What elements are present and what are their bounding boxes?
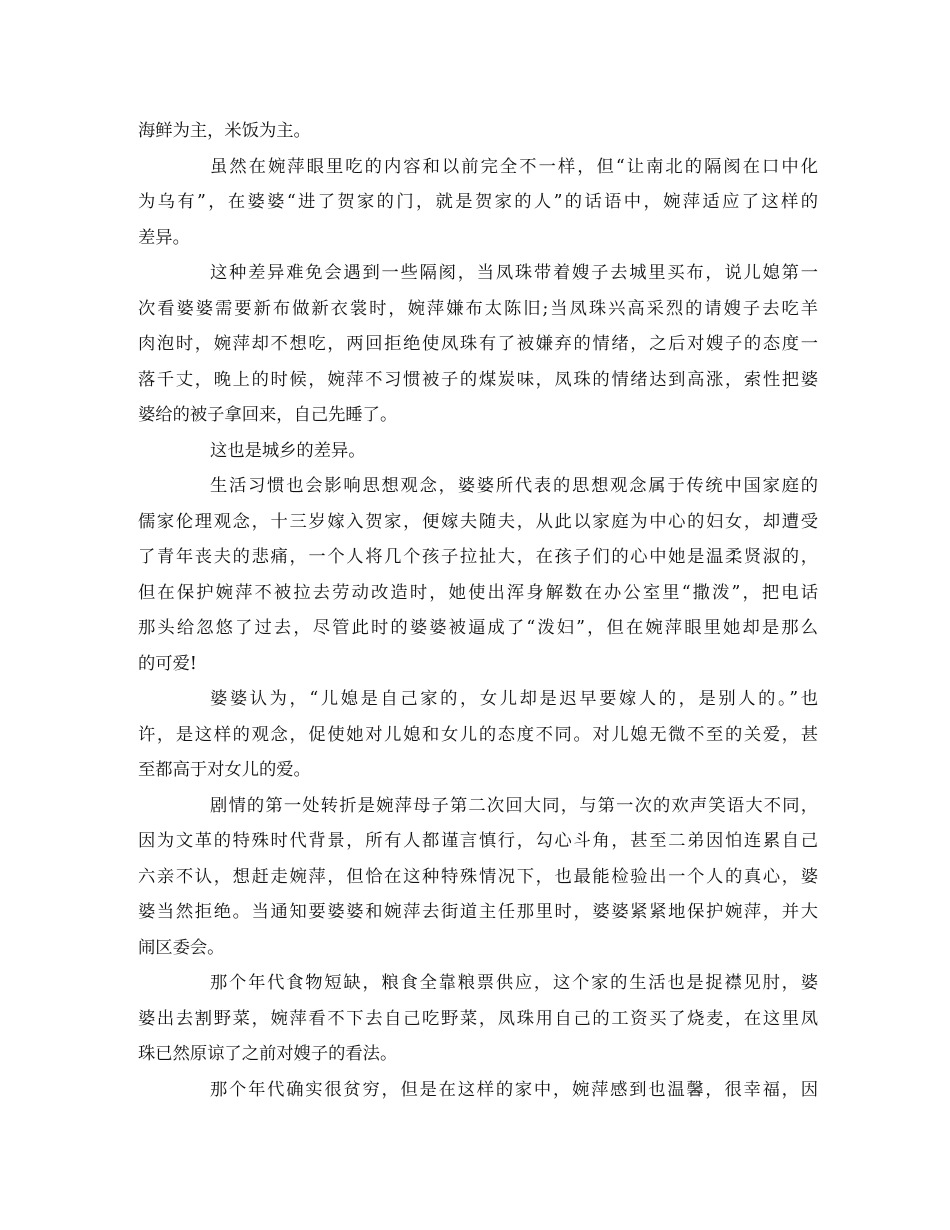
paragraph-first-line: 剧情的第一处转折是婉萍母子第二次回大同，与第一次的欢声笑语大不同，	[210, 795, 818, 816]
paragraph-first-line: 婆婆认为，“儿媳是自己家的，女儿却是迟早要嫁人的，是别人的。”也	[210, 689, 818, 709]
paragraph-line: 儒家伦理观念，十三岁嫁入贺家，便嫁夫随夫，从此以家庭为中心的妇女，却遭受	[138, 511, 818, 532]
paragraph-line: 许，是这样的观念，促使她对儿媳和女儿的态度不同。对儿媳无微不至的关爱，甚	[138, 724, 818, 745]
paragraph-line: 差异。	[138, 227, 190, 248]
paragraph-line: 的可爱!	[138, 653, 197, 674]
paragraph-line: 婆当然拒绝。当通知要婆婆和婉萍去街道主任那里时，婆婆紧紧地保护婉萍，并大	[138, 902, 818, 922]
paragraph-line: 因为文革的特殊时代背景，所有人都谨言慎行，勾心斗角，甚至二弟因怕连累自己	[138, 831, 818, 851]
paragraph-line: 那头给忽悠了过去，尽管此时的婆婆被逼成了“泼妇”，但在婉萍眼里她却是那么	[138, 618, 818, 638]
paragraph-first-line: 这也是城乡的差异。	[210, 440, 366, 461]
paragraph-line: 婆出去割野菜，婉萍看不下去自己吃野菜，凤珠用自己的工资买了烧麦，在这里凤	[138, 1008, 818, 1029]
paragraph-first-line: 这种差异难免会遇到一些隔阂，当凤珠带着嫂子去城里买布，说儿媳第一	[210, 263, 818, 283]
paragraph-line: 但在保护婉萍不被拉去劳动改造时，她使出浑身解数在办公室里“撒泼”，把电话	[138, 582, 818, 603]
paragraph-first-line: 那个年代确实很贫穷，但是在这样的家中，婉萍感到也温馨，很幸福，因	[210, 1079, 818, 1100]
paragraph-line: 婆给的被子拿回来，自己先睡了。	[138, 405, 398, 425]
paragraph-line: 海鲜为主，米饭为主。	[138, 121, 311, 141]
paragraph-first-line: 那个年代食物短缺，粮食全靠粮票供应，这个家的生活也是捉襟见肘，婆	[210, 973, 818, 993]
paragraph-line: 珠已然原谅了之前对嫂子的看法。	[138, 1044, 398, 1064]
paragraph-line: 肉泡时，婉萍却不想吃，两回拒绝使凤珠有了被嫌弃的情绪，之后对嫂子的态度一	[138, 334, 818, 354]
paragraph-first-line: 虽然在婉萍眼里吃的内容和以前完全不一样，但“让南北的隔阂在口中化	[210, 156, 818, 177]
paragraph-line: 为乌有”，在婆婆“进了贺家的门，就是贺家的人”的话语中，婉萍适应了这样的	[138, 192, 818, 212]
paragraph-first-line: 生活习惯也会影响思想观念，婆婆所代表的思想观念属于传统中国家庭的	[210, 476, 818, 496]
paragraph-line: 至都高于对女儿的爱。	[138, 760, 311, 780]
paragraph-line: 次看婆婆需要新布做新衣裳时，婉萍嫌布太陈旧;当凤珠兴高采烈的请嫂子去吃羊	[138, 298, 818, 319]
paragraph-line: 六亲不认，想赶走婉萍，但恰在这种特殊情况下，也最能检验出一个人的真心，婆	[138, 866, 818, 887]
paragraph-line: 落千丈，晚上的时候，婉萍不习惯被子的煤炭味，凤珠的情绪达到高涨，索性把婆	[138, 369, 818, 390]
document-body	[138, 114, 818, 1108]
paragraph-line: 闹区委会。	[138, 937, 225, 958]
paragraph-line: 了青年丧夫的悲痛，一个人将几个孩子拉扯大，在孩子们的心中她是温柔贤淑的，	[138, 547, 818, 567]
